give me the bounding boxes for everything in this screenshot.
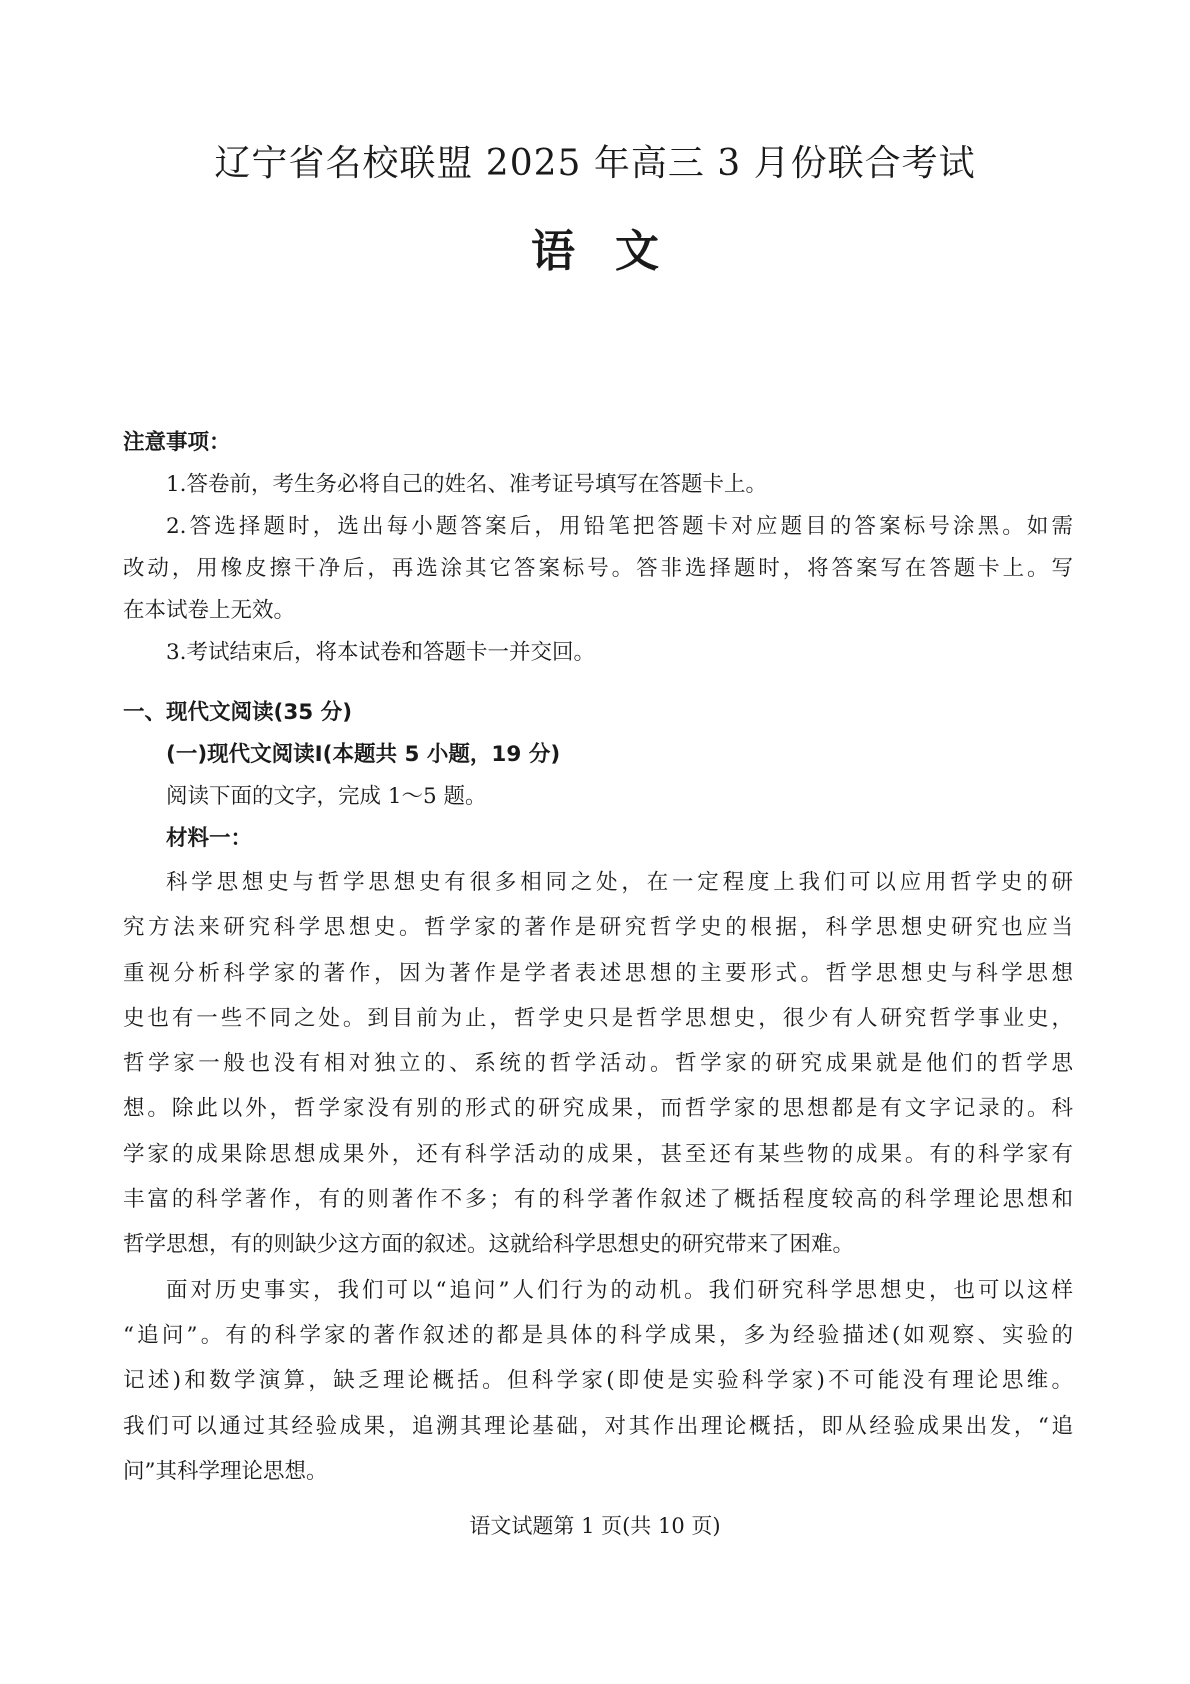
passage-paragraph-2 <box>123 1268 1073 1494</box>
passage-line: 学家的成果除思想成果外，还有科学活动的成果，甚至还有某些物的成果。有的科学家有 <box>123 1141 1073 1167</box>
passage-line: 科学思想史与哲学思想史有很多相同之处，在一定程度上我们可以应用哲学史的研 <box>166 870 1073 895</box>
exam-title: 辽宁省名校联盟 2025 年高三 3 月份联合考试 <box>214 143 976 184</box>
passage-line: “追问”。有的科学家的著作叙述的都是具体的科学成果，多为经验描述(如观察、实验的 <box>123 1322 1073 1348</box>
passage-line: 重视分析科学家的著作，因为著作是学者表述思想的主要形式。哲学思想史与科学思想 <box>123 960 1073 986</box>
passage-line: 史也有一些不同之处。到目前为止，哲学史只是哲学思想史，很少有人研究哲学事业史， <box>123 1005 1073 1031</box>
section-title: 一、现代文阅读(35 分) <box>123 700 353 725</box>
passage-line: 想。除此以外，哲学家没有别的形式的研究成果，而哲学家的思想都是有文字记录的。科 <box>123 1096 1073 1122</box>
page-content <box>123 422 1073 1494</box>
page-footer: 语文试题第 1 页(共 10 页) <box>469 1514 721 1538</box>
passage-line: 面对历史事实，我们可以“追问”人们行为的动机。我们研究科学思想史，也可以这样 <box>166 1277 1073 1303</box>
notice-item-2-line-3: 在本试卷上无效。 <box>123 598 296 623</box>
notice-item-2-line-2: 改动，用橡皮擦干净后，再选涂其它答案标号。答非选择题时，将答案写在答题卡上。写 <box>123 556 1073 581</box>
reading-instruction: 阅读下面的文字，完成 1～5 题。 <box>166 784 487 809</box>
subsection-title: (一)现代文阅读Ⅰ(本题共 5 小题，19 分) <box>166 742 561 767</box>
notice-list <box>123 464 1073 674</box>
passage-line: 丰富的科学著作，有的则著作不多；有的科学著作叙述了概括程度较高的科学理论思想和 <box>123 1187 1073 1213</box>
passage-paragraph-1 <box>123 860 1073 1268</box>
passage-line: 哲学思想，有的则缺少这方面的叙述。这就给科学思想史的研究带来了困难。 <box>123 1232 855 1258</box>
passage <box>123 860 1073 1494</box>
passage-line: 问”其科学理论思想。 <box>123 1458 328 1484</box>
material-label: 材料一： <box>166 826 253 851</box>
notice-item-2-line-1: 2.答选择题时，选出每小题答案后，用铅笔把答题卡对应题目的答案标号涂黑。如需 <box>166 514 1073 539</box>
notice-item-1: 1.答卷前，考生务必将自己的姓名、准考证号填写在答题卡上。 <box>166 472 768 497</box>
passage-line: 究方法来研究科学思想史。哲学家的著作是研究哲学史的根据，科学思想史研究也应当 <box>123 915 1073 941</box>
passage-line: 我们可以通过其经验成果，追溯其理论基础，对其作出理论概括，即从经验成果出发，“追 <box>123 1413 1073 1439</box>
passage-line: 哲学家一般也没有相对独立的、系统的哲学活动。哲学家的研究成果就是他们的哲学思 <box>123 1051 1073 1077</box>
notice-heading: 注意事项： <box>123 430 231 455</box>
passage-line: 记述)和数学演算，缺乏理论概括。但科学家(即使是实验科学家)不可能没有理论思维。 <box>123 1368 1073 1394</box>
subject-title: 语文 <box>531 226 699 277</box>
notice-item-3: 3.考试结束后，将本试卷和答题卡一并交回。 <box>166 640 596 665</box>
